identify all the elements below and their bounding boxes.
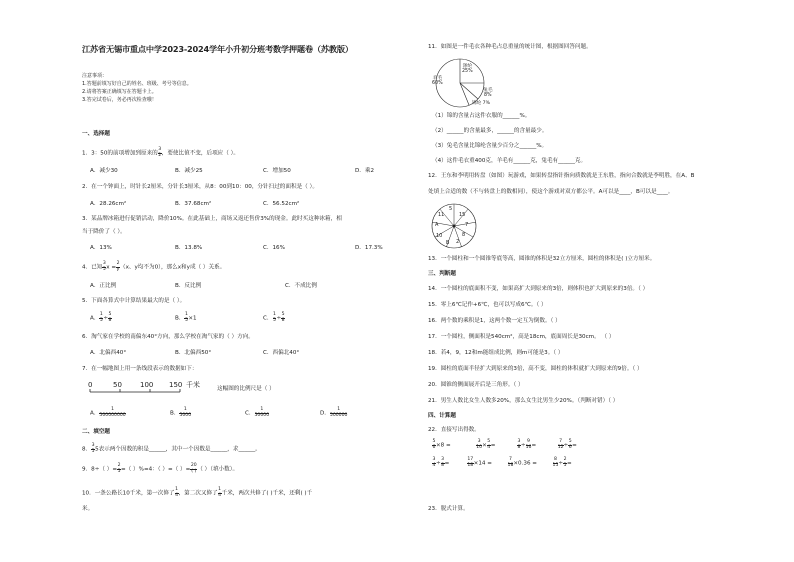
question-8: 8． $\frac{3}{5}$ 5表示两个因数的积是______，其中一个因数是______，求______。: [82, 443, 261, 454]
question-11: 11．如图是一件毛衣各种毛占总重量的统计图，根据图回答问题。: [428, 44, 592, 50]
option: A．北偏西40°: [90, 350, 127, 356]
section-heading: 一、选择题: [82, 131, 110, 137]
option: A． $\frac{1}{5}$ ÷ $\frac{5}{8}$: [90, 312, 112, 323]
question-23: 23．脱式计算。: [428, 506, 469, 512]
question-9: 9．8÷（ ）= $\frac{2}{5}$ =（ ）%=4：（ ）=（ ）= $\frac{20}{( )}$ （ ）（填小数）。: [82, 463, 239, 474]
notice-item: 3.答完试卷后，务必再次检查哦！: [82, 97, 157, 103]
pie-label: 涤纶 25%: [462, 64, 473, 75]
option: D．乘2: [355, 168, 375, 174]
calc-row: $\frac{3}{4}$ ÷ $\frac{3}{8}$ = $\frac{17}{18}$ ×14 = $\frac{7}{18}$ ×0.36 = $\frac{8}{15}$ ÷ $\frac{2}{5}$ =: [432, 457, 572, 468]
option: B． $\frac{1}{5}$ ×1: [175, 312, 197, 323]
pie-label: 兔毛 8%: [483, 88, 493, 99]
question-5: 5．下面各算式中计算结果最大的是（ ）。: [82, 298, 186, 304]
question-6: 6．淘气家在学校的南偏东40°方向，那么学校在淘气家的（ ）方向。: [82, 334, 254, 340]
question-7-cont: 这幅图的比例尺是（ ）: [217, 386, 275, 392]
question-19: 19．圆柱的底面半径扩大到原来的3倍，高不变，圆柱的体积就扩大到原来的9倍。（ ）: [428, 366, 643, 372]
option: A．13%: [90, 245, 112, 251]
option: A．28.26cm²: [90, 201, 127, 207]
question-22: 22．直接写出得数。: [428, 427, 480, 433]
question-3: 3．某品牌冰箱进行促销活动，降价10%。在此基础上，商场又返还售价3%的现金。此时买这种冰箱，相: [82, 216, 342, 222]
fraction: $\frac{3}{2}$: [158, 147, 162, 158]
question-12: 12．王东和李明用转盘（如图）玩游戏，如果转盘指针指向质数就是王东胜，指向合数就是李明胜，在A、B: [428, 173, 695, 179]
option: B．13.8%: [175, 245, 203, 251]
scale-tick: 50: [113, 381, 122, 389]
question-11-2: （2）______的含量最多，______的含量最少。: [432, 128, 548, 134]
question-14: 14．一个圆柱的底面积不变，如果高扩大到原来的3倍，则体积也扩大到原来的3倍。（ ）: [428, 286, 649, 292]
question-3-cont: 当于降价了（ ）。: [82, 229, 126, 235]
notice-heading: 注意事项：: [82, 73, 108, 79]
section-heading: 二、填空题: [82, 429, 110, 435]
wheel-number: 2: [456, 239, 460, 245]
page-title: 江苏省无锡市重点中学2023-2024学年小升初分班考数学押题卷（苏教版）: [82, 44, 353, 54]
wheel-number: A: [435, 222, 439, 228]
option: B．37.68cm²: [175, 201, 212, 207]
question-21: 21．男生人数比女生人数多20%，那么女生比男生少20%。（判断对错）（ ）: [428, 398, 619, 404]
option: C．不成比例: [285, 283, 317, 289]
option: A． $\frac{1}{500000000}$: [90, 407, 126, 418]
option: B．反比例: [175, 283, 202, 289]
option: C． $\frac{1}{50000}$: [245, 407, 270, 418]
question-4: 4．已知 $\frac{3}{5}$ x = $\frac{2}{y}$ （x、y均不为0），那么x和y成（ ）关系。: [82, 261, 226, 272]
wheel-number: 15: [459, 212, 466, 218]
question-10: 10．一条公路长10千米，第一次修了 $\frac{1}{4}$ ，第二次又修了 $\frac{1}{4}$ 千米，两次共修了( )千米，还剩( )千: [82, 487, 313, 498]
option: B． $\frac{1}{5000}$: [170, 407, 192, 418]
question-11-3: （3）兔毛含量比锦纶含量少百分之______%。: [432, 143, 548, 149]
section-heading: 三、判断题: [428, 271, 456, 277]
option: C．56.52cm²: [263, 201, 300, 207]
scale-unit: 千米: [186, 381, 200, 389]
wheel-number: 8: [462, 232, 466, 238]
question-2: 2．在一个钟面上，时针长2厘米，分针长3厘米，从8：00到10：00，分针扫过的面积是（ ）。: [82, 184, 318, 190]
question-20: 20．圆锥的侧面展开后是三角形。（ ）: [428, 382, 524, 388]
question-15: 15．零上6℃记作+6℃，也可以写成6℃。（ ）: [428, 302, 547, 308]
section-heading: 四、计算题: [428, 413, 456, 419]
notice-item: 2.请将答案正确填写在答题卡上。: [82, 89, 157, 95]
question-12-cont: 处填上合适的数（不与转盘上的数相同），使这个游戏对双方都公平。A可以是____，B可以是____。: [428, 189, 674, 195]
wheel-number: 7: [465, 222, 469, 228]
wheel-number: 11: [438, 212, 445, 218]
question-1: 1．3：50的前项增加到原来的 $\frac{3}{2}$ ，要使比值不变，后项应（ ）。: [82, 147, 240, 158]
scale-tick: 0: [88, 381, 93, 389]
pie-label: 羊毛 60%: [432, 76, 443, 87]
question-17: 17．一个圆柱，侧面积是540cm²，高是18cm，底面周长是30cm。 （ ）: [428, 334, 615, 340]
option: C． $\frac{1}{5}$ ÷ $\frac{5}{8}$: [263, 312, 285, 323]
question-11-4: （4）这件毛衣重400克，羊毛有______克，兔毛有______克。: [432, 158, 587, 164]
option: A．正比例: [90, 283, 117, 289]
wheel-number: 5: [449, 206, 453, 212]
pie-label: 锦纶 7%: [472, 101, 490, 106]
notice-item: 1.答题前填写好自己的姓名、班级、考号等信息。: [82, 81, 192, 87]
question-18: 18．若4，9，12和m能组成比例，则m可能是3。（ ）: [428, 350, 564, 356]
question-16: 16．两个数的乘积是1，这两个数一定互为倒数。（ ）: [428, 318, 561, 324]
question-7: 7．在一幅地图上用一条线段表示的数据如下：: [82, 366, 198, 372]
calc-row: $\frac{5}{6}$ ×8 = $\frac{3}{10}$ × $\frac{5}{4}$ = $\frac{3}{8}$ ÷ $\frac{9}{16}$ = $\frac{7}{12}$ ÷ $\frac{5}{6}$ =: [432, 439, 577, 450]
option: D．17.3%: [355, 245, 383, 251]
wheel-number: 10: [436, 233, 443, 239]
option: C．16%: [263, 245, 285, 251]
question-10-cont: 米。: [82, 506, 94, 512]
option: B．减少25: [175, 168, 203, 174]
option: D． $\frac{1}{500000}$: [320, 407, 348, 418]
option: C．西偏北40°: [263, 350, 300, 356]
scale-tick: 100: [140, 381, 154, 389]
option: B．北偏西50°: [175, 350, 212, 356]
question-13: 13．一个圆柱和一个圆锥等底等高，圆锥的体积是32立方厘米，圆柱的体积是( )立方厘米。: [428, 256, 656, 262]
option: A．减少30: [90, 168, 118, 174]
question-11-1: （1）锦的含量占这件衣服的______%。: [432, 113, 531, 119]
option: C．增加50: [263, 168, 291, 174]
wheel-number: B: [446, 240, 450, 246]
scale-tick: 150: [169, 381, 183, 389]
